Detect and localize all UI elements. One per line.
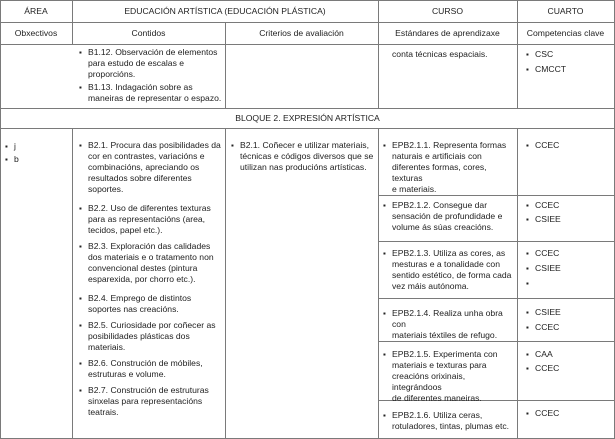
col-line-3-body [378,128,379,439]
subheader-divider [0,44,615,45]
row1-bottom [0,108,615,109]
block-title-bottom [0,128,615,129]
standard-item: ▪ EPB2.1.1. Representa formas naturais e artificiais con diferentes formas, cores, texturas e materiais. [392,140,516,195]
col-competences: Competencias clave [526,28,605,38]
col-line-2-body [225,128,226,439]
objective-item: ▪ b [14,154,19,165]
competence-item: ▪ CCEC [535,322,559,333]
col-standards: Estándares de aprendizaxe [395,28,500,38]
content-item: ▪ B2.3. Exploración das calidades dos materiais e o tratamento non convencional destes (pintura esparexida, por chorro etc.). [88,241,224,285]
col-objectives: Obxectivos [14,28,58,38]
std-divider-2 [378,241,615,242]
header-subject: EDUCACIÓN ARTÍSTICA (EDUCACIÓN PLÁSTICA) [124,6,326,16]
standard-item: ▪ EPB2.1.5. Experimenta con materiais e texturas para creacións orixinais, integrándoos de diferentes maneiras. [392,349,516,404]
col-criteria: Criterios de avaliación [259,28,344,38]
content-item: ▪ B2.1. Procura das posibilidades da cor en contrastes, variacións e combinacións, apreciando os resultados sobre diferentes soportes. [88,140,224,195]
competence-item: ▪ CMCCT [535,64,566,75]
competence-item: ▪ CSC [535,49,553,60]
competence-item: ▪ CSIEE [535,307,561,318]
col-line-4-body [517,128,518,439]
table-border-left [0,0,1,439]
competence-item: ▪ CCEC [535,140,559,151]
col-contents: Contidos [131,28,166,38]
standard-text: conta técnicas espaciais. [392,49,488,59]
competence-item: ▪ CCEC [535,363,559,374]
col-line-1-body [72,128,73,439]
competence-item: ▪ CSIEE [535,263,561,274]
content-item: ▪ B2.2. Uso de diferentes texturas para as representacións (area, tecidos, papel etc.). [88,203,224,236]
standard-item: ▪ EPB2.1.2. Consegue dar sensación de profundidade e volume ás súas creacións. [392,200,516,233]
header-area: ÁREA [24,6,48,16]
competence-item: ▪ CCEC [535,200,559,211]
header-course-value: CUARTO [547,6,584,16]
content-item: ▪ B1.12. Observación de elementos para estudo de escalas e proporcións. [88,47,224,80]
competence-item: ▪ CCEC [535,408,559,419]
standard-item: ▪ EPB2.1.6. Utiliza ceras, rotuladores, tintas, plumas etc. [392,410,516,432]
std-divider-3 [378,298,615,299]
std-divider-4 [378,341,615,342]
criterion-item: ▪ B2.1. Coñecer e utilizar materiais, técnicas e códigos diversos que se utilizan nas producións artísticas. [240,140,377,173]
objective-item: ▪ j [14,141,16,152]
content-item: ▪ B2.6. Construción de móbiles, estruturas e volume. [88,358,224,380]
table-border-top [0,0,615,1]
content-item: ▪ B2.4. Emprego de distintos soportes nas creacións. [88,293,224,315]
competence-item: ▪ CCEC [535,248,559,259]
content-item: ▪ B2.5. Curiosidade por coñecer as posibilidades plásticas dos materiais. [88,320,224,353]
standard-item: ▪ EPB2.1.3. Utiliza as cores, as mesturas e a tonalidade con sentido estético, de forma cada vez máis autónoma. [392,248,516,292]
content-item: ▪ B1.13. Indagación sobre as maneiras de representar o espazo. [88,82,224,104]
header-course: CURSO [431,6,464,16]
standard-item: ▪ EPB2.1.4. Realiza unha obra con materiais téxtiles de refugo. [392,308,516,341]
std-divider-1 [378,195,615,196]
competence-item: ▪ CSIEE [535,214,561,225]
block-title: BLOQUE 2. EXPRESIÓN ARTÍSTICA [235,113,380,123]
header-divider [0,22,615,23]
content-item: ▪ B2.7. Construción de estruturas sinxelas para representacións teatrais. [88,385,224,418]
competence-item: ▪ CAA [535,349,553,360]
